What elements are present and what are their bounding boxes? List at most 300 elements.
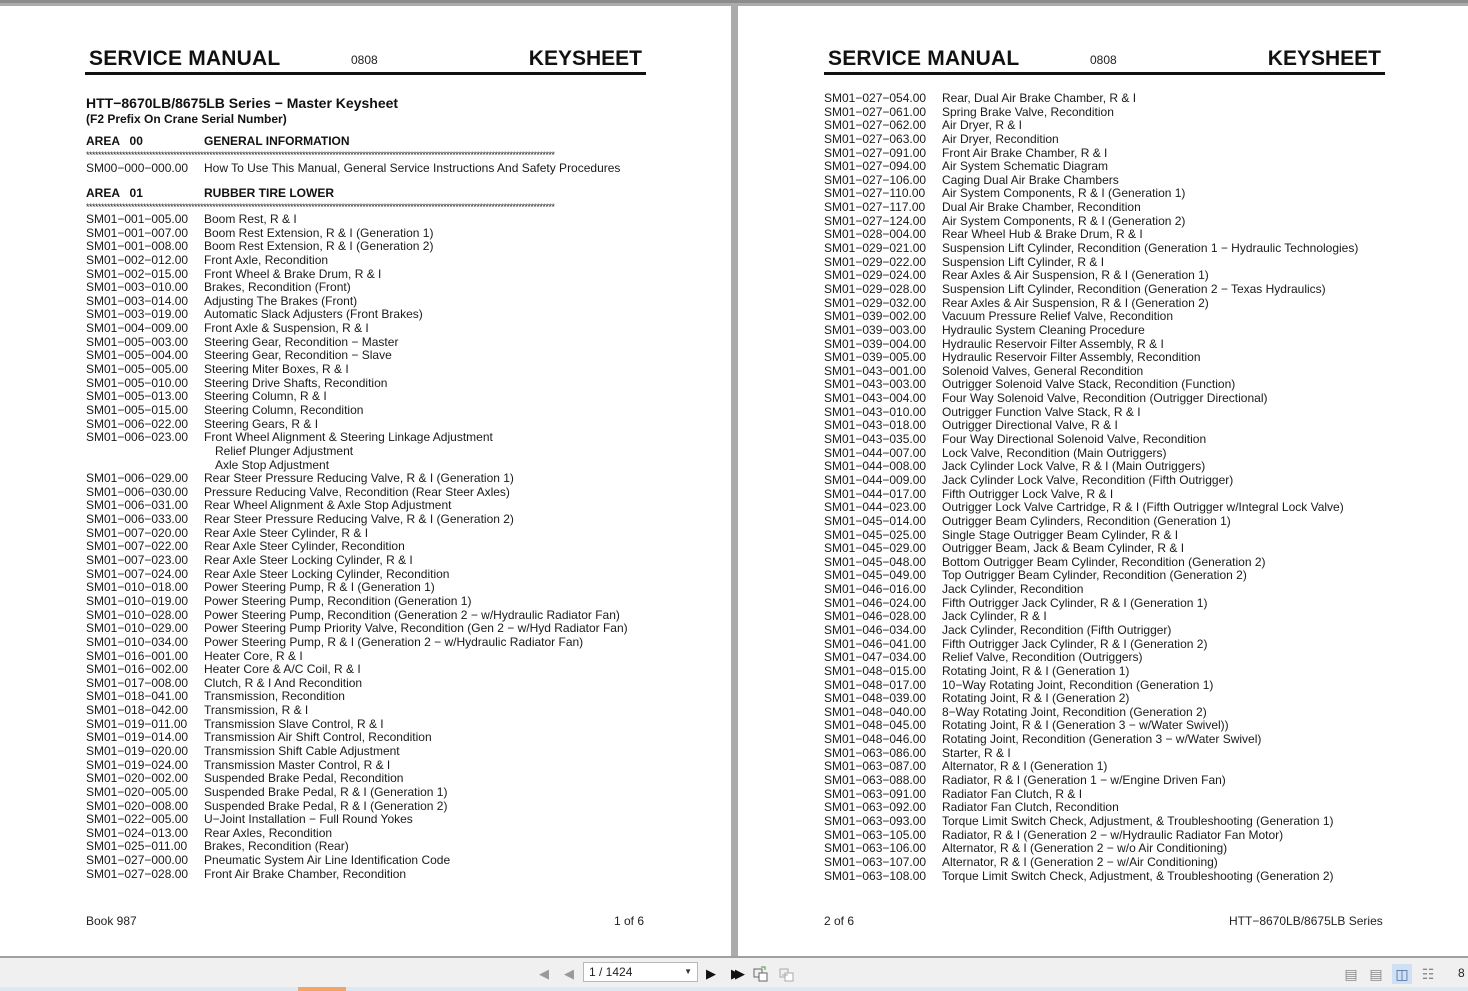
list-item[interactable]	[86, 772, 628, 786]
item-code: SM01−027−117.00	[824, 200, 926, 215]
item-desc: Jack Cylinder Lock Valve, R & I (Main Outriggers)	[942, 459, 1206, 474]
list-subitem[interactable]	[86, 445, 628, 459]
item-desc: 10−Way Rotating Joint, Recondition (Generation 1)	[942, 677, 1214, 692]
list-item[interactable]	[824, 638, 1358, 652]
list-item[interactable]	[824, 406, 1358, 420]
item-desc: Transmission Slave Control, R & I	[204, 716, 384, 731]
item-code: SM01−063−091.00	[824, 786, 927, 801]
area-01-list	[86, 213, 628, 881]
item-desc: Transmission Master Control, R & I	[204, 757, 391, 772]
item-code: SM01−028−004.00	[824, 227, 927, 242]
list-item[interactable]	[86, 254, 628, 268]
item-desc: Suspension Lift Cylinder, R & I	[942, 254, 1105, 269]
list-item[interactable]	[86, 363, 628, 377]
list-item[interactable]	[824, 801, 1358, 815]
list-item[interactable]	[824, 815, 1358, 829]
next-view-icon[interactable]	[779, 966, 795, 982]
list-item[interactable]	[86, 268, 628, 282]
list-item[interactable]	[86, 704, 628, 718]
item-desc: Power Steering Pump Priority Valve, Recondition (Gen 2 − w/Hyd Radiator Fan)	[204, 621, 628, 636]
list-item[interactable]	[824, 870, 1358, 884]
item-code: SM01−001−008.00	[86, 239, 189, 254]
item-code: SM01−039−005.00	[824, 350, 927, 365]
item-code: SM01−017−008.00	[86, 675, 189, 690]
area-00-heading	[86, 134, 350, 148]
list-item[interactable]	[86, 718, 628, 732]
item-code: SM01−005−010.00	[86, 375, 189, 390]
item-code: SM01−010−019.00	[86, 593, 189, 608]
item-desc: Air System Components, R & I (Generation 1)	[942, 186, 1186, 201]
list-item[interactable]	[824, 515, 1358, 529]
list-item[interactable]	[824, 719, 1358, 733]
list-item[interactable]	[824, 147, 1358, 161]
item-code: SM01−010−034.00	[86, 634, 189, 649]
item-desc: Suspension Lift Cylinder, Recondition (Generation 2 − Texas Hydraulics)	[942, 281, 1326, 296]
list-item[interactable]	[86, 162, 620, 176]
item-code: SM01−046−034.00	[824, 622, 927, 637]
area-00-list	[86, 162, 620, 176]
item-code: SM01−006−022.00	[86, 416, 189, 431]
list-item[interactable]	[824, 829, 1358, 843]
list-item[interactable]	[824, 447, 1358, 461]
list-item[interactable]	[824, 542, 1358, 556]
list-item[interactable]	[824, 760, 1358, 774]
list-item[interactable]	[86, 813, 628, 827]
item-code: SM01−043−003.00	[824, 377, 927, 392]
item-code: SM01−027−124.00	[824, 213, 927, 228]
item-desc: Radiator Fan Clutch, Recondition	[942, 800, 1119, 815]
item-code: SM01−063−105.00	[824, 827, 927, 842]
list-item[interactable]	[824, 392, 1358, 406]
list-item[interactable]	[86, 349, 628, 363]
item-code: SM01−043−010.00	[824, 404, 927, 419]
list-item[interactable]	[86, 513, 628, 527]
item-desc: Automatic Slack Adjusters (Front Brakes)	[204, 307, 423, 322]
list-item[interactable]	[824, 501, 1358, 515]
item-code: SM01−045−048.00	[824, 554, 927, 569]
item-desc: Adjusting The Brakes (Front)	[204, 293, 358, 308]
item-code: SM01−048−015.00	[824, 663, 927, 678]
list-item[interactable]	[824, 556, 1358, 570]
list-item[interactable]	[86, 609, 628, 623]
list-item[interactable]	[824, 747, 1358, 761]
item-desc: Clutch, R & I And Recondition	[204, 675, 363, 690]
list-item[interactable]	[824, 706, 1358, 720]
list-item[interactable]	[86, 786, 628, 800]
list-item[interactable]	[86, 827, 628, 841]
list-item[interactable]	[86, 663, 628, 677]
area-label: GENERAL INFORMATION	[204, 134, 350, 148]
item-desc: Rotating Joint, Recondition (Generation 3 − w/Water Swivel)	[942, 732, 1262, 747]
item-code: SM01−039−003.00	[824, 322, 927, 337]
item-desc: Suspended Brake Pedal, Recondition	[204, 771, 404, 786]
list-item[interactable]	[86, 390, 628, 404]
item-code: SM01−027−061.00	[824, 104, 927, 119]
list-item[interactable]	[86, 731, 628, 745]
list-item[interactable]	[824, 201, 1358, 215]
list-item[interactable]	[824, 488, 1358, 502]
item-desc: Front Wheel & Brake Drum, R & I	[204, 266, 382, 281]
item-desc: Spring Brake Valve, Recondition	[942, 104, 1114, 119]
item-desc: Four Way Directional Solenoid Valve, Recondition	[942, 432, 1207, 447]
item-desc: Jack Cylinder, Recondition	[942, 582, 1084, 597]
item-desc: Outrigger Beam, Jack & Beam Cylinder, R & I	[942, 541, 1185, 556]
item-desc: Air System Components, R & I (Generation 2)	[942, 213, 1186, 228]
item-desc: Outrigger Directional Valve, R & I	[942, 418, 1118, 433]
item-code: SM01−029−032.00	[824, 295, 927, 310]
item-desc: Jack Cylinder, Recondition (Fifth Outrigger)	[942, 622, 1172, 637]
page-header	[85, 47, 646, 75]
item-code: SM01−020−008.00	[86, 798, 189, 813]
previous-page-icon[interactable]: ◀	[564, 966, 574, 981]
item-code: SM01−043−004.00	[824, 391, 927, 406]
list-item[interactable]	[824, 92, 1358, 106]
item-code: SM01−048−017.00	[824, 677, 927, 692]
item-code: SM01−048−046.00	[824, 732, 927, 747]
item-desc: Steering Column, Recondition	[204, 402, 364, 417]
status-bar	[0, 987, 1468, 991]
item-code: SM01−029−024.00	[824, 268, 927, 283]
item-code: SM01−006−030.00	[86, 484, 189, 499]
list-item[interactable]	[824, 215, 1358, 229]
item-code: SM01−063−088.00	[824, 773, 927, 788]
list-item[interactable]	[824, 119, 1358, 133]
item-code: SM01−003−010.00	[86, 280, 189, 295]
item-code: SM01−007−022.00	[86, 539, 189, 554]
list-item[interactable]	[86, 690, 628, 704]
item-desc: Front Wheel Alignment & Steering Linkage Adjustment	[204, 430, 493, 445]
item-code: SM01−045−014.00	[824, 513, 927, 528]
item-desc: Power Steering Pump, R & I (Generation 2 − w/Hydraulic Radiator Fan)	[204, 634, 584, 649]
item-code: SM01−001−007.00	[86, 225, 189, 240]
list-item[interactable]	[86, 622, 628, 636]
list-item[interactable]	[824, 460, 1358, 474]
item-desc: Boom Rest, R & I	[204, 212, 297, 226]
item-code: SM01−046−024.00	[824, 595, 927, 610]
item-desc: Hydraulic System Cleaning Procedure	[942, 322, 1145, 337]
item-desc: Power Steering Pump, Recondition (Generation 1)	[204, 593, 472, 608]
list-item[interactable]	[824, 856, 1358, 870]
item-desc: Outrigger Lock Valve Cartridge, R & I (Fifth Outrigger w/Integral Lock Valve)	[942, 500, 1344, 515]
list-item[interactable]	[824, 788, 1358, 802]
list-item[interactable]	[824, 624, 1358, 638]
item-desc: Brakes, Recondition (Front)	[204, 280, 351, 295]
list-item[interactable]	[86, 418, 628, 432]
list-item[interactable]	[86, 540, 628, 554]
list-item[interactable]	[824, 433, 1358, 447]
item-desc: Suspended Brake Pedal, R & I (Generation 2)	[204, 798, 448, 813]
item-code: SM01−044−007.00	[824, 445, 927, 460]
list-item[interactable]	[86, 568, 628, 582]
navigation-toolbar	[0, 956, 1468, 991]
item-code: SM01−005−015.00	[86, 402, 189, 417]
item-desc: Rear Axles, Recondition	[204, 825, 333, 840]
item-code: SM01−027−091.00	[824, 145, 927, 160]
item-desc: Transmission Shift Cable Adjustment	[204, 743, 400, 758]
previous-view-icon[interactable]	[753, 966, 769, 982]
item-code: SM01−020−002.00	[86, 771, 189, 786]
item-desc: Bottom Outrigger Beam Cylinder, Recondition (Generation 2)	[942, 554, 1266, 569]
page-number-input[interactable]	[583, 962, 698, 982]
item-desc: Vacuum Pressure Relief Valve, Recondition	[942, 309, 1173, 324]
item-code: SM01−044−008.00	[824, 459, 927, 474]
item-code: SM01−005−013.00	[86, 389, 189, 404]
list-item[interactable]	[824, 228, 1358, 242]
item-desc: Rear Axle Steer Locking Cylinder, Recondition	[204, 566, 450, 581]
item-desc: Suspension Lift Cylinder, Recondition (Generation 1 − Hydraulic Technologies)	[942, 241, 1359, 256]
last-page-icon[interactable]: ▶▶	[731, 966, 739, 981]
list-item[interactable]	[824, 242, 1358, 256]
item-desc: Lock Valve, Recondition (Main Outriggers)	[942, 445, 1167, 460]
list-item[interactable]	[86, 840, 628, 854]
item-code: SM01−029−021.00	[824, 241, 927, 256]
item-desc: Hydraulic Reservoir Filter Assembly, R & I	[942, 336, 1164, 351]
item-code: SM01−044−017.00	[824, 486, 927, 501]
item-code: SM01−006−031.00	[86, 498, 189, 513]
list-item[interactable]	[86, 854, 628, 868]
list-item[interactable]	[824, 365, 1358, 379]
item-code: SM01−044−009.00	[824, 472, 927, 487]
list-item[interactable]	[824, 692, 1358, 706]
item-desc: Air Dryer, Recondition	[942, 131, 1059, 146]
item-desc: Alternator, R & I (Generation 2 − w/o Air Conditioning)	[942, 841, 1228, 856]
item-desc: Power Steering Pump, Recondition (Generation 2 − w/Hydraulic Radiator Fan)	[204, 607, 620, 622]
divider: ************************************************************************************************************************************************************	[86, 150, 555, 160]
list-item[interactable]	[86, 404, 628, 418]
list-item[interactable]	[824, 338, 1358, 352]
header-code: 0808	[1090, 53, 1117, 67]
item-desc: Radiator, R & I (Generation 1 − w/Engine Driven Fan)	[942, 773, 1226, 788]
list-item[interactable]	[824, 665, 1358, 679]
list-item[interactable]	[86, 281, 628, 295]
list-item[interactable]	[86, 650, 628, 664]
list-item[interactable]	[86, 581, 628, 595]
item-code: SM01−005−003.00	[86, 334, 189, 349]
item-desc: Suspended Brake Pedal, R & I (Generation 1)	[204, 784, 448, 799]
first-page-icon[interactable]: ◀​	[539, 966, 549, 981]
item-desc: Rotating Joint, R & I (Generation 1)	[942, 663, 1130, 678]
list-item[interactable]	[86, 636, 628, 650]
list-item[interactable]	[824, 474, 1358, 488]
list-item[interactable]	[86, 554, 628, 568]
item-code: SM01−002−012.00	[86, 252, 189, 267]
header-keysheet: KEYSHEET	[528, 47, 642, 70]
item-desc: How To Use This Manual, General Service Instructions And Safety Procedures	[204, 161, 621, 175]
item-code: SM01−063−093.00	[824, 813, 927, 828]
item-code: SM01−046−028.00	[824, 609, 927, 624]
item-desc: Rear Wheel Hub & Brake Drum, R & I	[942, 227, 1143, 242]
item-code: SM01−045−049.00	[824, 568, 927, 583]
next-page-icon[interactable]: ▶	[706, 966, 716, 981]
item-desc: Four Way Solenoid Valve, Recondition (Outrigger Directional)	[942, 391, 1268, 406]
list-item[interactable]	[86, 800, 628, 814]
list-item[interactable]	[824, 597, 1358, 611]
keysheet-list	[824, 92, 1358, 883]
list-item[interactable]	[86, 295, 628, 309]
item-desc: Jack Cylinder, R & I	[942, 609, 1047, 624]
item-desc: Single Stage Outrigger Beam Cylinder, R & I	[942, 527, 1179, 542]
item-code: SM01−006−029.00	[86, 471, 189, 486]
item-desc: Rear Axles & Air Suspension, R & I (Generation 1)	[942, 268, 1209, 283]
item-code: SM01−045−025.00	[824, 527, 927, 542]
item-desc: Dual Air Brake Chamber, Recondition	[942, 200, 1141, 215]
list-item[interactable]	[824, 651, 1358, 665]
item-code: SM01−007−020.00	[86, 525, 189, 540]
item-desc: Rotating Joint, R & I (Generation 2)	[942, 691, 1130, 706]
list-subitem[interactable]	[86, 459, 628, 473]
item-code: SM01−048−045.00	[824, 718, 927, 733]
item-desc: 8−Way Rotating Joint, Recondition (Generation 2)	[942, 704, 1207, 719]
list-item[interactable]	[824, 378, 1358, 392]
item-code: SM01−027−106.00	[824, 172, 927, 187]
list-item[interactable]	[824, 842, 1358, 856]
list-item[interactable]	[824, 297, 1358, 311]
item-desc: Hydraulic Reservoir Filter Assembly, Recondition	[942, 350, 1201, 365]
list-item[interactable]	[824, 283, 1358, 297]
item-code: SM01−027−110.00	[824, 186, 926, 201]
zoom-level[interactable]: 8	[1458, 966, 1465, 980]
item-desc: Jack Cylinder Lock Valve, Recondition (Fifth Outrigger)	[942, 472, 1234, 487]
item-code: SM01−010−018.00	[86, 580, 189, 595]
item-code: SM01−005−005.00	[86, 362, 189, 377]
item-code: SM01−047−034.00	[824, 650, 927, 665]
item-desc: Radiator Fan Clutch, R & I	[942, 786, 1083, 801]
item-desc: Rear Wheel Alignment & Axle Stop Adjustment	[204, 498, 452, 513]
list-item[interactable]	[824, 160, 1358, 174]
item-code: SM01−010−029.00	[86, 621, 189, 636]
divider: ************************************************************************************************************************************************************	[86, 202, 555, 212]
item-desc: Steering Gear, Recondition − Master	[204, 334, 399, 349]
list-item[interactable]	[824, 733, 1358, 747]
item-code: SM01−025−011.00	[86, 839, 188, 854]
item-desc: Relief Plunger Adjustment	[215, 443, 354, 458]
item-code: SM01−043−035.00	[824, 432, 927, 447]
area-01-heading	[86, 186, 334, 200]
item-desc: Fifth Outrigger Jack Cylinder, R & I (Generation 2)	[942, 636, 1208, 651]
list-item[interactable]	[86, 213, 628, 227]
list-item[interactable]	[824, 310, 1358, 324]
item-code: SM01−063−108.00	[824, 868, 927, 883]
list-item[interactable]	[86, 336, 628, 350]
list-item[interactable]	[824, 419, 1358, 433]
continuous-view-icon[interactable]: ▤	[1369, 966, 1383, 982]
list-item[interactable]	[824, 256, 1358, 270]
document-title: HTT−8670LB/8675LB Series − Master Keysheet	[86, 95, 399, 111]
continuous-facing-view-icon[interactable]: ☷	[1421, 966, 1435, 982]
item-desc: Radiator, R & I (Generation 2 − w/Hydraulic Radiator Fan Motor)	[942, 827, 1284, 842]
header-code: 0808	[351, 53, 378, 67]
list-item[interactable]	[824, 351, 1358, 365]
list-item[interactable]	[824, 529, 1358, 543]
item-desc: Air System Schematic Diagram	[942, 159, 1109, 174]
list-item[interactable]	[86, 868, 628, 882]
footer-page-number: 2 of 6	[824, 914, 855, 928]
item-code: SM01−063−092.00	[824, 800, 927, 815]
item-desc: Pneumatic System Air Line Identification Code	[204, 853, 451, 868]
item-code: SM01−027−028.00	[86, 866, 189, 881]
item-code: SM01−019−011.00	[86, 716, 188, 731]
header-title: SERVICE MANUAL	[828, 47, 1020, 70]
list-item[interactable]	[824, 106, 1358, 120]
item-code: SM01−027−094.00	[824, 159, 927, 174]
list-item[interactable]	[86, 745, 628, 759]
list-item[interactable]	[824, 187, 1358, 201]
item-desc: Steering Gear, Recondition − Slave	[204, 348, 392, 363]
item-desc: Alternator, R & I (Generation 1)	[942, 759, 1108, 774]
item-desc: Transmission Air Shift Control, Recondition	[204, 730, 432, 745]
item-code: SM01−063−106.00	[824, 841, 927, 856]
item-desc: Starter, R & I	[942, 745, 1011, 760]
list-item[interactable]	[824, 679, 1358, 693]
item-desc: Steering Gears, R & I	[204, 416, 319, 431]
item-code: SM01−063−086.00	[824, 745, 927, 760]
footer-series: HTT−8670LB/8675LB Series	[1229, 914, 1383, 928]
item-code: SM01−019−014.00	[86, 730, 189, 745]
list-item[interactable]	[86, 486, 628, 500]
area-code: AREA 00	[86, 134, 143, 148]
list-item[interactable]	[86, 431, 628, 445]
item-code: SM01−019−024.00	[86, 757, 189, 772]
facing-pages-view-icon[interactable]: ◫	[1392, 964, 1412, 984]
item-desc: Rear Steer Pressure Reducing Valve, R & I (Generation 2)	[204, 512, 514, 527]
list-item[interactable]	[86, 322, 628, 336]
list-item[interactable]	[824, 610, 1358, 624]
item-code: SM01−004−009.00	[86, 321, 189, 336]
item-code: SM01−016−002.00	[86, 662, 189, 677]
item-desc: Front Air Brake Chamber, R & I	[942, 145, 1108, 160]
item-code: SM01−029−022.00	[824, 254, 927, 269]
list-item[interactable]	[824, 133, 1358, 147]
item-code: SM01−006−023.00	[86, 430, 189, 445]
item-code: SM01−018−042.00	[86, 703, 189, 718]
footer-page-number: 1 of 6	[614, 914, 645, 928]
header-keysheet: KEYSHEET	[1267, 47, 1381, 70]
list-item[interactable]	[824, 583, 1358, 597]
list-item[interactable]	[824, 174, 1358, 188]
item-desc: Torque Limit Switch Check, Adjustment, & Troubleshooting (Generation 2)	[942, 868, 1334, 883]
list-item[interactable]	[86, 308, 628, 322]
chevron-down-icon[interactable]: ▼	[684, 967, 692, 976]
page-2	[738, 6, 1468, 956]
list-item[interactable]	[86, 227, 628, 241]
list-item[interactable]	[824, 269, 1358, 283]
item-code: SM01−027−063.00	[824, 131, 927, 146]
list-item[interactable]	[824, 569, 1358, 583]
item-code: SM01−046−016.00	[824, 582, 927, 597]
item-desc: Power Steering Pump, R & I (Generation 1)	[204, 580, 435, 595]
item-code: SM01−043−001.00	[824, 363, 927, 378]
single-page-view-icon[interactable]: ▤	[1344, 966, 1358, 982]
list-item[interactable]	[86, 527, 628, 541]
list-item[interactable]	[86, 499, 628, 513]
item-code: SM01−005−004.00	[86, 348, 189, 363]
list-item[interactable]	[86, 240, 628, 254]
list-item[interactable]	[86, 677, 628, 691]
list-item[interactable]	[824, 774, 1358, 788]
item-desc: Front Axle & Suspension, R & I	[204, 321, 369, 336]
item-code: SM00−000−000.00	[86, 161, 189, 175]
item-desc: Transmission, Recondition	[204, 689, 345, 704]
item-code: SM01−048−039.00	[824, 691, 927, 706]
list-item[interactable]	[824, 324, 1358, 338]
list-item[interactable]	[86, 472, 628, 486]
item-code: SM01−063−107.00	[824, 854, 927, 869]
list-item[interactable]	[86, 759, 628, 773]
list-item[interactable]	[86, 377, 628, 391]
item-desc: Brakes, Recondition (Rear)	[204, 839, 349, 854]
item-code: SM01−003−019.00	[86, 307, 189, 322]
list-item[interactable]	[86, 595, 628, 609]
